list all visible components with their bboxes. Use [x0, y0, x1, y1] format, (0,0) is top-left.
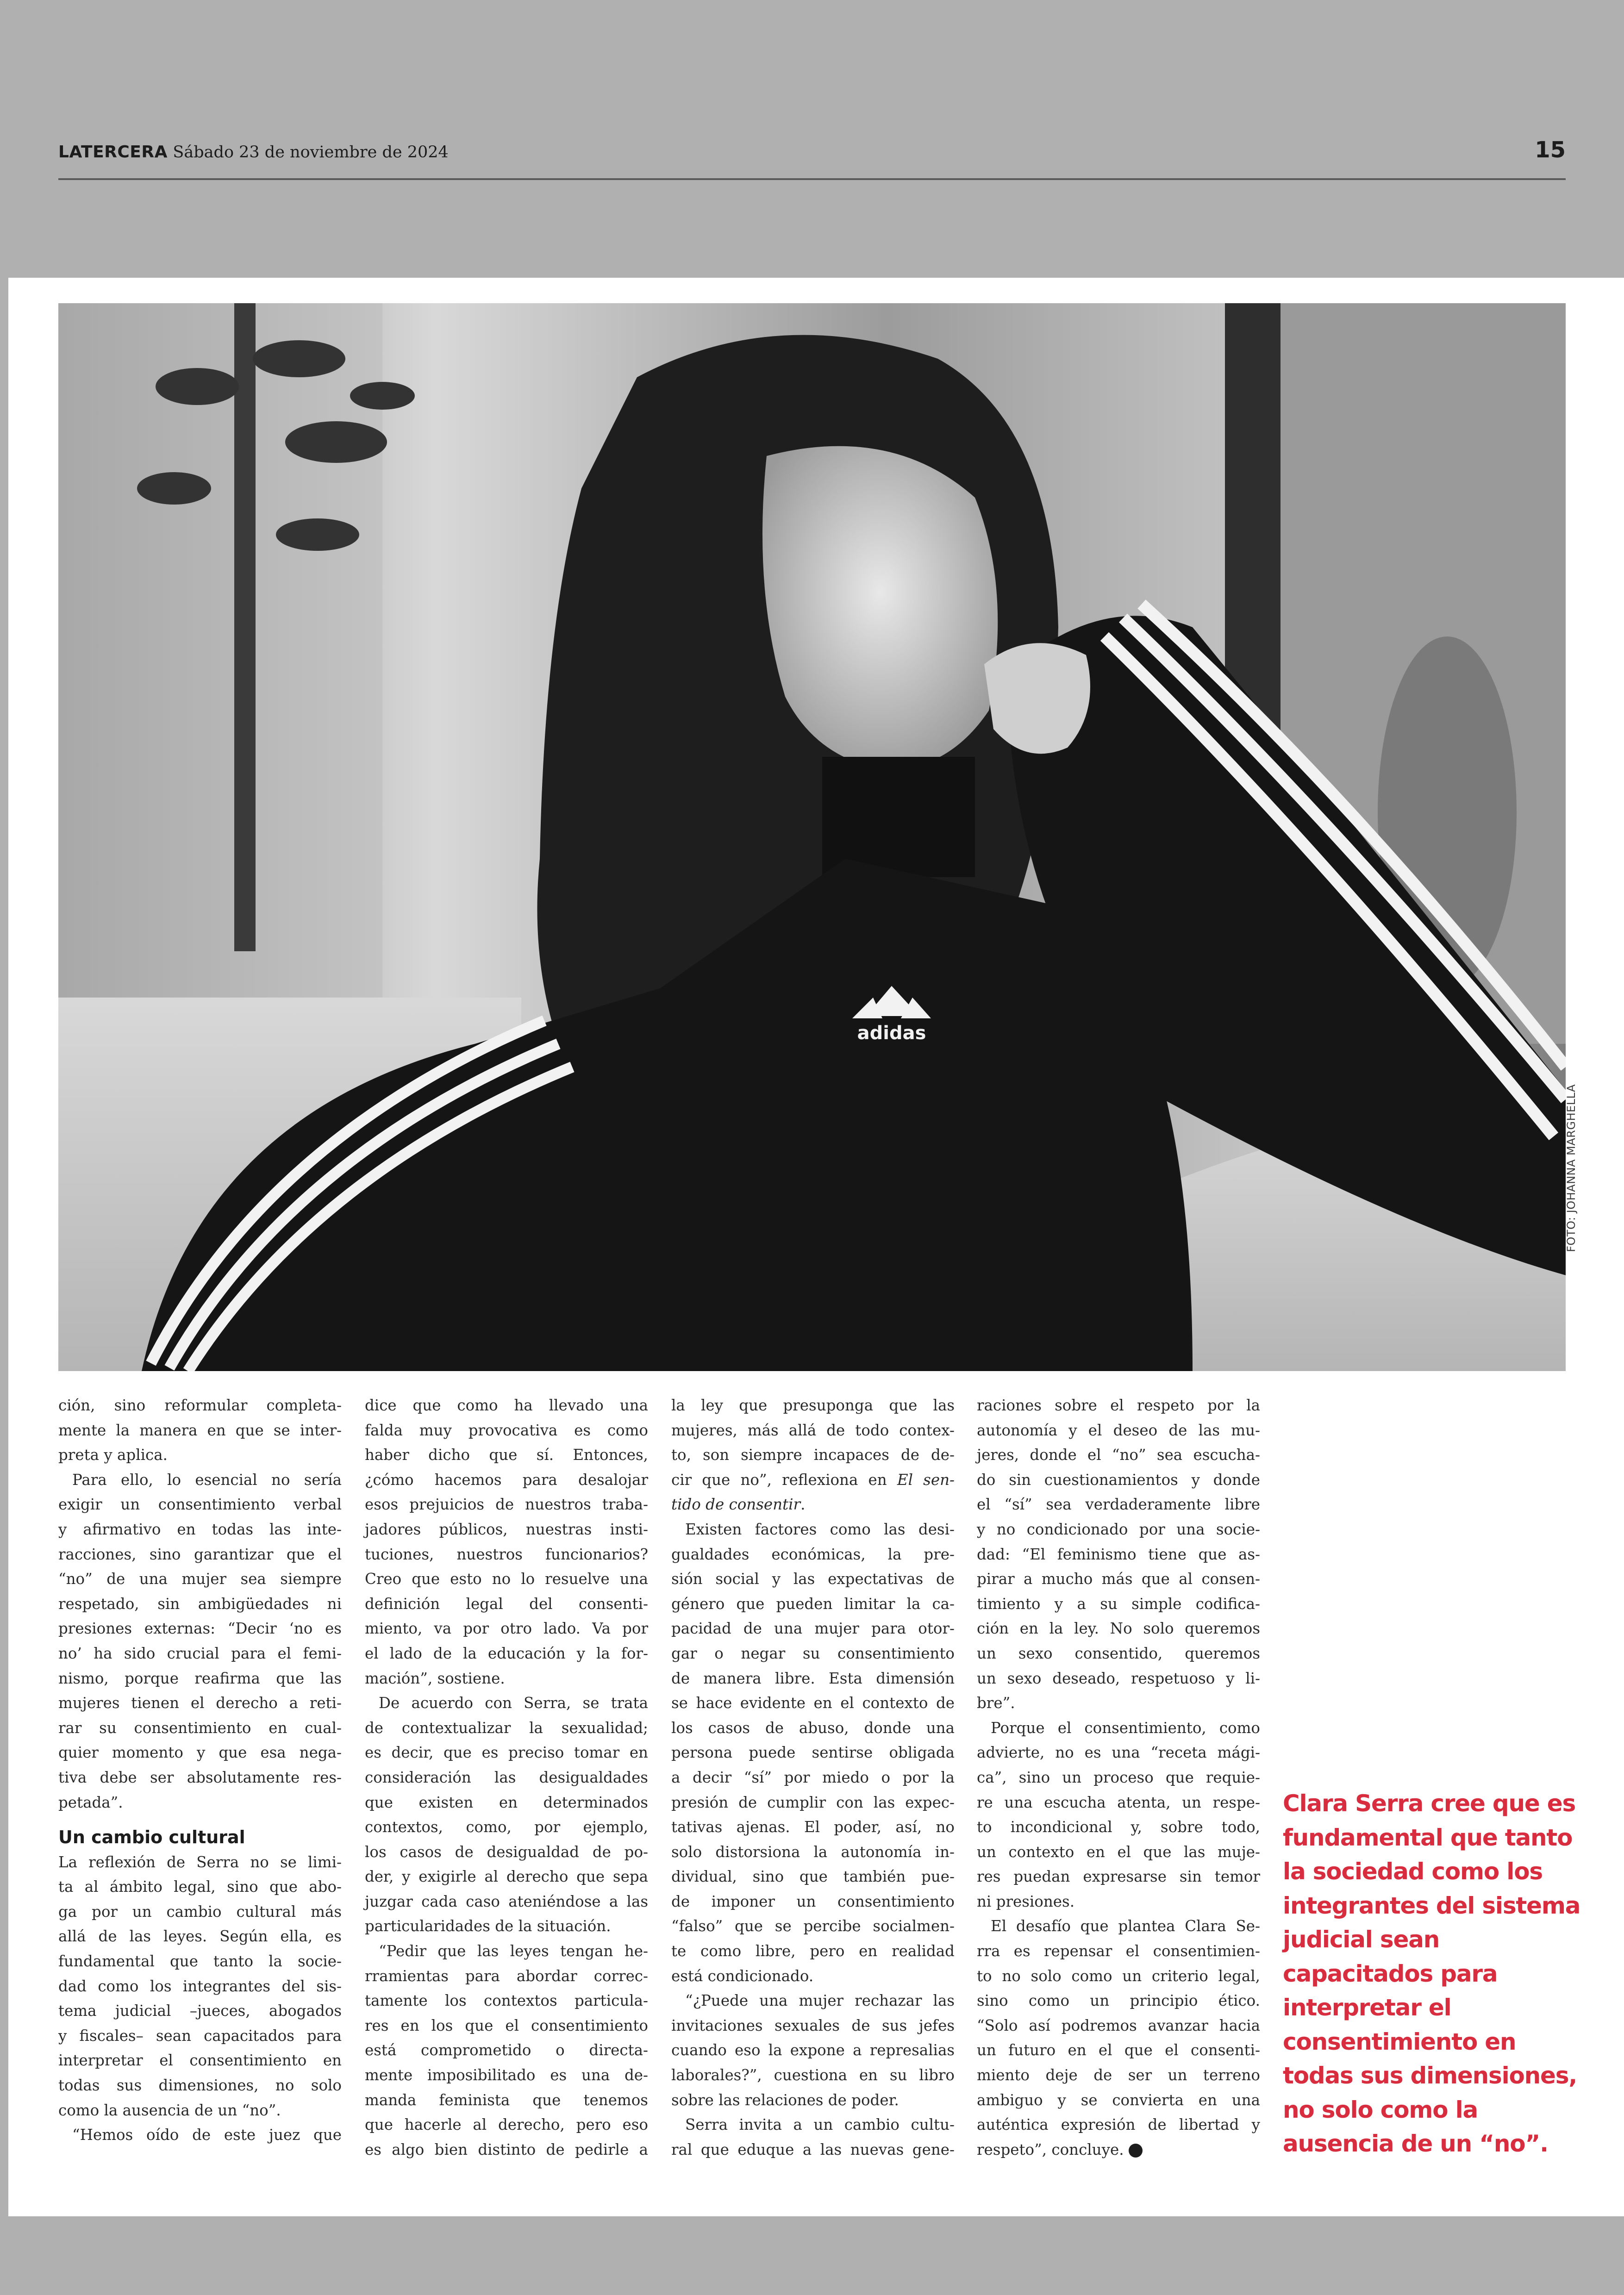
text-line: ta al ámbito legal, sino que abo- [58, 1878, 342, 1896]
text-line: Creo que esto no lo resuelve una [365, 1570, 648, 1588]
text-line: “¿Puede una mujer rechazar las [685, 1992, 955, 2010]
text-line: rar su consentimiento en cual- [58, 1719, 342, 1737]
text-line: pirar a mucho más que al consen- [977, 1570, 1260, 1588]
end-mark-icon [1129, 2144, 1143, 2158]
text-line: gualdades económicas, la pre- [671, 1545, 955, 1563]
text-line: y no condicionado por una socie- [977, 1520, 1260, 1538]
pull-quote-line: fundamental que tanto [1283, 1824, 1573, 1851]
text-line: Serra invita a un cambio cultu- [685, 2116, 955, 2134]
text-line: particularidades de la situación. [365, 1917, 611, 1935]
text-line: jeres, donde el “no” sea escucha- [977, 1446, 1260, 1464]
text-line: to incondicional y, sobre todo, [977, 1818, 1260, 1836]
pull-quote-line: no solo como la [1283, 2096, 1478, 2123]
pull-quote [1283, 1787, 1579, 2161]
text-line: tativas ajenas. El poder, así, no [671, 1818, 955, 1836]
text-line-final [977, 2138, 1260, 2163]
text-line: dice que como ha llevado una [365, 1397, 648, 1414]
text-line: raciones sobre el respeto por la [977, 1397, 1260, 1414]
pull-quote-line: la sociedad como los [1283, 1858, 1543, 1885]
article-column-4 [977, 1393, 1260, 2162]
text-line: esos prejuicios de nuestros traba- [365, 1496, 648, 1514]
text-line: la ley que presuponga que las [671, 1397, 955, 1414]
text-line: como la ausencia de un “no”. [58, 2101, 281, 2119]
text-line: haber dicho que sí. Entonces, [365, 1446, 648, 1464]
pull-quote-line: consentimiento en [1283, 2028, 1516, 2055]
text-line: cir que no”, reflexiona en El sen- [671, 1471, 955, 1489]
pull-quote-line: interpretar el [1283, 1994, 1451, 2021]
text-line: mación”, sostiene. [365, 1669, 505, 1687]
text-line: der, y exigirle al derecho que sepa [365, 1868, 648, 1886]
text-line: un sexo consentido, queremos [977, 1644, 1260, 1662]
text-line: “Solo así podremos avanzar hacia [977, 2016, 1260, 2034]
text-line: ¿cómo hacemos para desalojar [365, 1471, 648, 1489]
text-line: exigir un consentimiento verbal [58, 1496, 342, 1514]
text-line: miento, va por otro lado. Va por [365, 1620, 648, 1638]
text-line: jadores públicos, nuestras insti- [365, 1520, 648, 1538]
text-line: presiones externas: “Decir ‘no es [58, 1620, 342, 1638]
text-line: un futuro en el que el consenti- [977, 2041, 1260, 2059]
text-line: el lado de la educación y la for- [365, 1644, 648, 1662]
text-line: re una escucha atenta, un respe- [977, 1793, 1260, 1811]
text-line: género que pueden limitar la ca- [671, 1595, 955, 1613]
text-line: rra es repensar el consentimien- [977, 1942, 1260, 1960]
text-line: bre”. [977, 1694, 1015, 1712]
text-line: el “sí” sea verdaderamente libre [977, 1496, 1260, 1514]
article-column-2 [365, 1393, 648, 2162]
text-line: consideración las desigualdades [365, 1768, 648, 1786]
text-line: que hacerle al derecho, pero eso [365, 2116, 648, 2134]
text-line: y fiscales– sean capacitados para [58, 2027, 342, 2045]
text-line: miento deje de ser un terreno [977, 2066, 1260, 2084]
text-line: se hace evidente en el contexto de [671, 1694, 955, 1712]
text-line: sino como un principio ético. [977, 1992, 1260, 2010]
text-line: sión social y las expectativas de [671, 1570, 955, 1588]
pull-quote-line: integrantes del sistema [1283, 1892, 1580, 1919]
text-line: autonomía y el deseo de las mu- [977, 1421, 1260, 1439]
photo-credit: FOTO: JOHANNA MARGHELLA [1565, 1084, 1578, 1252]
pull-quote-line: judicial sean [1283, 1926, 1440, 1953]
text-line: Para ello, lo esencial no sería [72, 1471, 342, 1489]
text-line: advierte, no es una “receta mági- [977, 1744, 1260, 1762]
text-line: ni presiones. [977, 1892, 1075, 1910]
text-line: Porque el consentimiento, como [991, 1719, 1260, 1737]
text-line: te como libre, pero en realidad [671, 1942, 955, 1960]
text-line: tido de consentir. [671, 1496, 806, 1514]
text-line: allá de las leyes. Según ella, es [58, 1927, 342, 1946]
text-line: ga por un cambio cultural más [58, 1902, 342, 1921]
text-line: Existen factores como las desi- [685, 1520, 955, 1538]
text-line: quier momento y que esa nega- [58, 1744, 342, 1762]
text-line: es decir, que es preciso tomar en [365, 1744, 648, 1762]
text-line: mente la manera en que se inter- [58, 1421, 342, 1439]
text-line: sobre las relaciones de poder. [671, 2091, 899, 2109]
article-column-3 [671, 1393, 955, 2162]
article-column-1 [58, 1393, 342, 2148]
pull-quote-line: ausencia de un “no”. [1283, 2130, 1548, 2157]
issue-date: Sábado 23 de noviembre de 2024 [173, 143, 449, 162]
text-line: laborales?”, cuestiona en su libro [671, 2066, 955, 2084]
pull-quote-line: todas sus dimensiones, [1283, 2062, 1577, 2089]
text-line: petada”. [58, 1793, 123, 1811]
text-line: res puedan expresarse sin temor [977, 1868, 1260, 1886]
text-line: cuando eso la expone a represalias [671, 2041, 955, 2059]
text-line: tiva debe ser absolutamente res- [58, 1768, 342, 1786]
text-line: auténtica expresión de libertad y [977, 2116, 1260, 2134]
text-line: está condicionado. [671, 1967, 814, 1985]
text-line: “falso” que se percibe socialmen- [671, 1917, 955, 1935]
text-line: nismo, porque reafirma que las [58, 1669, 342, 1687]
text-line: res en los que el consentimiento [365, 2016, 648, 2034]
text-line: ca”, sino un proceso que requie- [977, 1768, 1260, 1786]
page-number: 15 [1535, 137, 1566, 163]
text-line: interpretar el consentimiento en [58, 2052, 342, 2070]
text-line: los casos de abuso, donde una [671, 1719, 955, 1737]
text-line: tamente los contextos particula- [365, 1992, 648, 2010]
text-line: invitaciones sexuales de sus jefes [671, 2016, 955, 2034]
text-line: tuciones, nuestros funcionarios? [365, 1545, 648, 1563]
pull-quote-line: capacitados para [1283, 1960, 1498, 1987]
text-line: todas sus dimensiones, no solo [58, 2077, 342, 2095]
text-line: gar o negar su consentimiento [671, 1644, 955, 1662]
text-line: dividual, sino que también pue- [671, 1868, 955, 1886]
text-line: “no” de una mujer sea siempre [58, 1570, 342, 1588]
text-line: El desafío que plantea Clara Se- [991, 1917, 1260, 1935]
text-line: timiento y a su simple codifica- [977, 1595, 1260, 1613]
text-line: respetado, sin ambigüedades ni [58, 1595, 342, 1613]
text-line: De acuerdo con Serra, se trata [379, 1694, 648, 1712]
masthead [58, 143, 449, 162]
text-line: presión de cumplir con las expec- [671, 1793, 955, 1811]
text-line: que existen en determinados [365, 1793, 648, 1811]
text-line: to, son siempre incapaces de de- [671, 1446, 955, 1464]
text-line: de imponer un consentimiento [671, 1892, 955, 1910]
text-line: contextos, como, por ejemplo, [365, 1818, 648, 1836]
brand-name: LATERCERA [58, 143, 168, 162]
text-line: “Pedir que las leyes tengan he- [379, 1942, 648, 1960]
text-line: no’ ha sido crucial para el femi- [58, 1644, 342, 1662]
text-line: ral que eduque a las nuevas gene- [671, 2140, 955, 2158]
text-line: mujeres tienen el derecho a reti- [58, 1694, 342, 1712]
text-line: y afirmativo en todas las inte- [58, 1520, 342, 1538]
text-line: to no solo como un criterio legal, [977, 1967, 1260, 1985]
text-line: preta y aplica. [58, 1446, 168, 1464]
article-page [8, 278, 1624, 2216]
text-line: persona puede sentirse obligada [671, 1744, 955, 1762]
text-line: dad como los integrantes del sis- [58, 1977, 342, 1995]
text-line: definición legal del consenti- [365, 1595, 648, 1613]
text-line: solo distorsiona la autonomía in- [671, 1843, 955, 1861]
text-line: de manera libre. Esta dimensión [671, 1669, 955, 1687]
text-line: a decir “sí” por miedo o por la [671, 1768, 955, 1786]
text-line: falda muy provocativa es como [365, 1421, 648, 1439]
text-line: manda feminista que tenemos [365, 2091, 648, 2109]
text-line: ción en la ley. No solo queremos [977, 1620, 1260, 1638]
subheading: Un cambio cultural [58, 1827, 245, 1848]
text-line: dad: “El feminismo tiene que as- [977, 1545, 1260, 1563]
text-line: está comprometido o directa- [365, 2041, 648, 2059]
text-line: tema judicial –jueces, abogados [58, 2002, 342, 2020]
page-header [58, 134, 1566, 180]
text-line: fundamental que tanto la socie- [58, 1952, 342, 1971]
text-line: un contexto en el que las muje- [977, 1843, 1260, 1861]
text-line: los casos de desigualdad de po- [365, 1843, 648, 1861]
text-line: ción, sino reformular completa- [58, 1397, 342, 1414]
portrait-photo [58, 303, 1566, 1371]
text-line: rramientas para abordar correc- [365, 1967, 648, 1985]
text-line: ambiguo y se convierta en una [977, 2091, 1260, 2109]
shirt-logo-text: adidas [857, 1023, 926, 1044]
text-line: es algo bien distinto de pedirle a [365, 2140, 648, 2158]
text-line: La reflexión de Serra no se limi- [58, 1853, 342, 1871]
text-line: juzgar cada caso ateniéndose a las [365, 1892, 648, 1910]
text-line: racciones, sino garantizar que el [58, 1545, 342, 1563]
text-line: de contextualizar la sexualidad; [365, 1719, 648, 1737]
text-line: un sexo deseado, respetuoso y li- [977, 1669, 1260, 1687]
text-line-end: respeto”, concluye. [977, 2140, 1124, 2158]
text-line: mente imposibilitado es una de- [365, 2066, 648, 2084]
text-line: “Hemos oído de este juez que [72, 2126, 342, 2144]
text-line: pacidad de una mujer para otor- [671, 1620, 955, 1638]
pull-quote-line: Clara Serra cree que es [1283, 1790, 1576, 1817]
text-line: do sin cuestionamientos y donde [977, 1471, 1260, 1489]
text-line: mujeres, más allá de todo contex- [671, 1421, 955, 1439]
